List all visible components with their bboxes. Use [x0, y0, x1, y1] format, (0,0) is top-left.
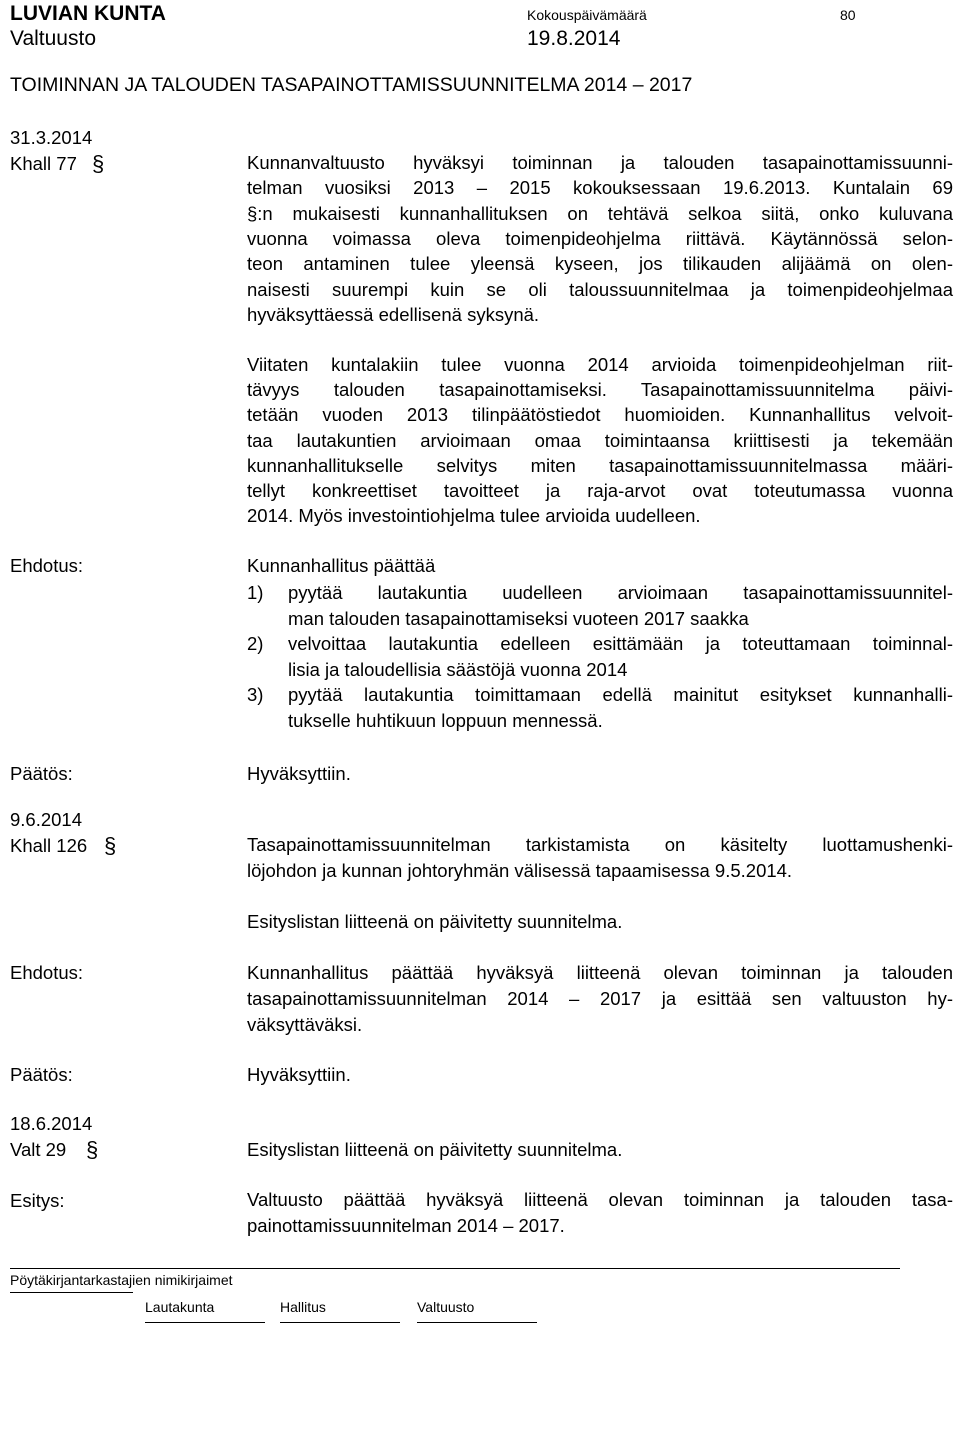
footer-col-lautakunta: Lautakunta	[145, 1299, 215, 1315]
proposal-label: Ehdotus:	[10, 555, 84, 576]
entry-date: 9.6.2014	[10, 809, 83, 830]
text-line: §:n mukaisesti kunnanhallituksen on tehtävä selkoa siitä, onko kuluvana	[247, 202, 953, 224]
item-text-line: pyytää lautakuntia toimittamaan edellä mainitut esitykset kunnanhalli-	[288, 684, 953, 705]
text-line: väksyttäväksi.	[247, 1014, 363, 1035]
entry-reference: Khall 126	[10, 835, 88, 856]
document-title: TOIMINNAN JA TALOUDEN TASAPAINOTTAMISSUUNNITELMA 2014 – 2017	[10, 74, 693, 96]
item-text-line: tukselle huhtikuun loppuun mennessä.	[288, 709, 603, 731]
text-line: teon antaminen tulee yleensä kyseen, jos tilikauden alijäämä on olen-	[247, 253, 953, 275]
decision-label: Päätös:	[10, 1064, 73, 1085]
meeting-date-label: Kokouspäivämäärä	[527, 7, 647, 23]
item-number: 2)	[247, 633, 264, 654]
text-line: Kunnanvaltuusto hyväksyi toiminnan ja talouden tasapainottamissuunni-	[247, 152, 953, 173]
entry3-paragraph-1: Esityslistan liitteenä on päivitetty suunnitelma.	[247, 1139, 623, 1160]
footer-col-hallitus: Hallitus	[280, 1299, 326, 1315]
footer-line-hallitus	[280, 1322, 400, 1323]
item-text-line: pyytää lautakuntia uudelleen arvioimaan tasapainottamissuunnitel-	[288, 582, 953, 603]
text-line: kunnanhallitukselle selvitys miten tasapainottamissuunnitelmassa määri-	[247, 454, 953, 476]
text-line: tetään vuoden 2013 tilinpäätöstiedot huomioiden. Kunnanhallitus velvoit-	[247, 404, 953, 426]
proposal-label: Ehdotus:	[10, 962, 84, 983]
text-line: hyväksyttäessä edellisenä syksynä.	[247, 303, 540, 325]
text-line: telman vuosiksi 2013 – 2015 kokouksessaan 19.6.2013. Kuntalain 69	[247, 177, 953, 199]
text-line: vuonna voimassa oleva toimenpideohjelma riittävä. Käytännössä selon-	[247, 227, 953, 249]
section-symbol: §	[104, 833, 117, 858]
footer-rule	[10, 1268, 900, 1269]
text-line: tävyys talouden tasapainottamiseksi. Tasapainottamissuunnitelma päivi-	[247, 379, 953, 401]
footer-line-valtuusto	[417, 1322, 537, 1323]
item-number: 1)	[247, 582, 264, 603]
text-line: painottamissuunnitelman 2014 – 2017.	[247, 1215, 565, 1236]
text-line: tellyt konkreettiset tavoitteet ja raja-arvot ovat toteutumassa vuonna	[247, 480, 953, 501]
entry-reference: Khall 77	[10, 153, 77, 174]
footer-signature-line	[10, 1292, 133, 1293]
text-line: Viitaten kuntalakiin tulee vuonna 2014 arvioida toimenpideohjelman riit-	[247, 354, 953, 375]
entry-date: 31.3.2014	[10, 127, 93, 148]
item-text-line: lisia ja taloudellisia säästöjä vuonna 2014	[288, 658, 628, 680]
item-text-line: man talouden tasapainottamiseksi vuoteen 2017 saakka	[288, 607, 749, 629]
body-name: Valtuusto	[10, 27, 96, 50]
entry-reference: Valt 29	[10, 1139, 67, 1160]
decision-text: Hyväksyttiin.	[247, 763, 351, 784]
text-line: Valtuusto päättää hyväksyä liitteenä olevan toiminnan ja talouden tasa-	[247, 1189, 953, 1210]
text-line: naisesti suurempi kuin se oli taloussuunnitelmaa ja toimenpideohjelmaa	[247, 278, 953, 300]
footer-label: Pöytäkirjantarkastajien nimikirjaimet	[10, 1272, 233, 1288]
decision-label: Päätös:	[10, 763, 73, 784]
proposal-label: Esitys:	[10, 1190, 65, 1211]
proposal-intro: Kunnanhallitus päättää	[247, 555, 436, 576]
item-text-line: velvoittaa lautakuntia edelleen esittämään ja toteuttamaan toiminnal-	[288, 633, 953, 654]
decision-text: Hyväksyttiin.	[247, 1064, 351, 1085]
text-line: Kunnanhallitus päättää hyväksyä liitteenä olevan toiminnan ja talouden	[247, 962, 953, 983]
meeting-date: 19.8.2014	[527, 27, 621, 50]
text-line: tasapainottamissuunnitelman 2014 – 2017 ja esittää sen valtuuston hy-	[247, 988, 953, 1009]
entry-date: 18.6.2014	[10, 1113, 93, 1134]
section-symbol: §	[92, 151, 105, 176]
text-line: Tasapainottamissuunnitelman tarkistamista on käsitelty luottamushenki-	[247, 834, 953, 855]
footer-line-lautakunta	[145, 1322, 265, 1323]
entry2-paragraph-2: Esityslistan liitteenä on päivitetty suunnitelma.	[247, 911, 623, 932]
organization-name: LUVIAN KUNTA	[10, 2, 166, 25]
text-line: taa lautakuntien arvioimaan omaa toimintaansa kriittisesti ja tekemään	[247, 429, 953, 451]
text-line: 2014. Myös investointiohjelma tulee arvioida uudelleen.	[247, 505, 701, 527]
page-number: 80	[840, 7, 856, 23]
section-symbol: §	[86, 1137, 99, 1162]
item-number: 3)	[247, 684, 264, 705]
text-line: löjohdon ja kunnan johtoryhmän välisessä tapaamisessa 9.5.2014.	[247, 859, 793, 881]
footer-col-valtuusto: Valtuusto	[417, 1299, 475, 1315]
